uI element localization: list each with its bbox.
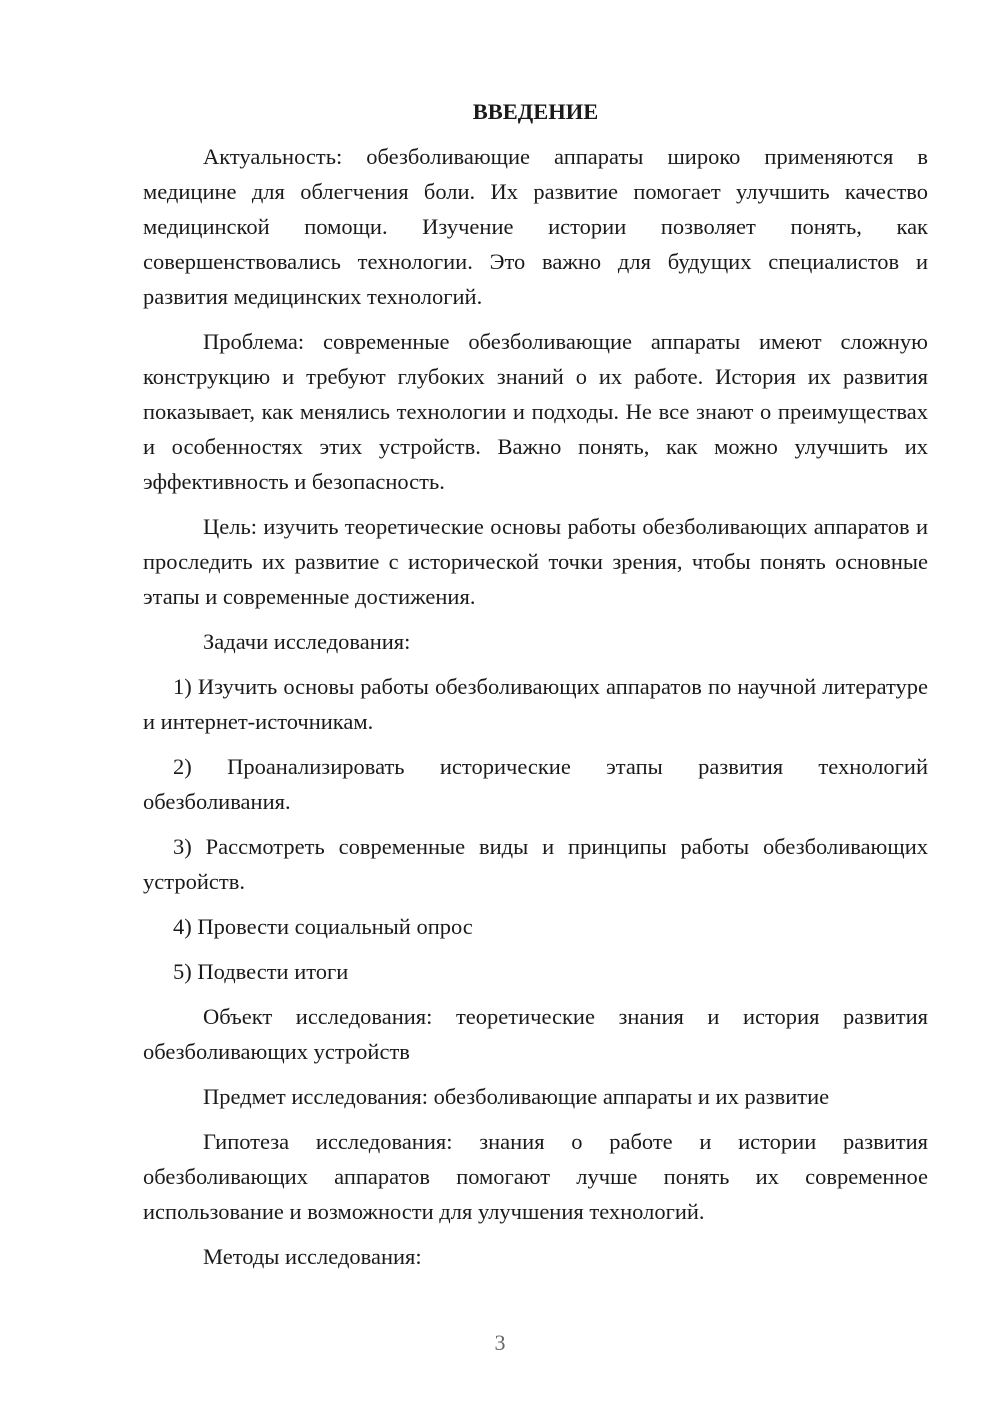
section-heading: ВВЕДЕНИЕ [472, 99, 599, 124]
page-number: 3 [494, 1330, 506, 1355]
paragraph-object: Объект исследования: теоретические знания и история развития обезболивающих устройств [143, 1004, 928, 1064]
paragraph-relevance: Актуальность: обезболивающие аппараты широко применяются в медицине для облегчения боли. Их развитие помогает улучшить качество медицинской помощи. Изучение истории позволяет понять, как совершенствовались технологии. Это важно для будущих специалистов и развития медицинских технологий. [143, 144, 928, 309]
tasks-list [143, 669, 928, 989]
paragraph-hypothesis: Гипотеза исследования: знания о работе и истории развития обезболивающих аппаратов помогают лучше понять их современное использование и возможности для улучшения технологий. [143, 1129, 928, 1224]
list-item: 4) Провести социальный опрос [173, 914, 473, 939]
list-item: 3) Рассмотреть современные виды и принципы работы обезболивающих устройств. [143, 834, 928, 894]
list-item: 1) Изучить основы работы обезболивающих аппаратов по научной литературе и интернет-источникам. [143, 674, 928, 734]
list-item: 5) Подвести итоги [173, 959, 349, 984]
list-item: 2) Проанализировать исторические этапы развития технологий обезболивания. [143, 754, 928, 814]
paragraph-tasks-title: Задачи исследования: [203, 629, 411, 654]
page-content [143, 94, 928, 1284]
paragraph-methods-title: Методы исследования: [203, 1244, 422, 1269]
paragraph-goal: Цель: изучить теоретические основы работы обезболивающих аппаратов и проследить их развитие с исторической точки зрения, чтобы понять основные этапы и современные достижения. [143, 514, 928, 609]
paragraph-problem: Проблема: современные обезболивающие аппараты имеют сложную конструкцию и требуют глубоких знаний о их работе. История их развития показывает, как менялись технологии и подходы. Не все знают о преимуществах и особенностях этих устройств. Важно понять, как можно улучшить их эффективность и безопасность. [143, 329, 928, 494]
paragraph-subject: Предмет исследования: обезболивающие аппараты и их развитие [203, 1084, 830, 1109]
